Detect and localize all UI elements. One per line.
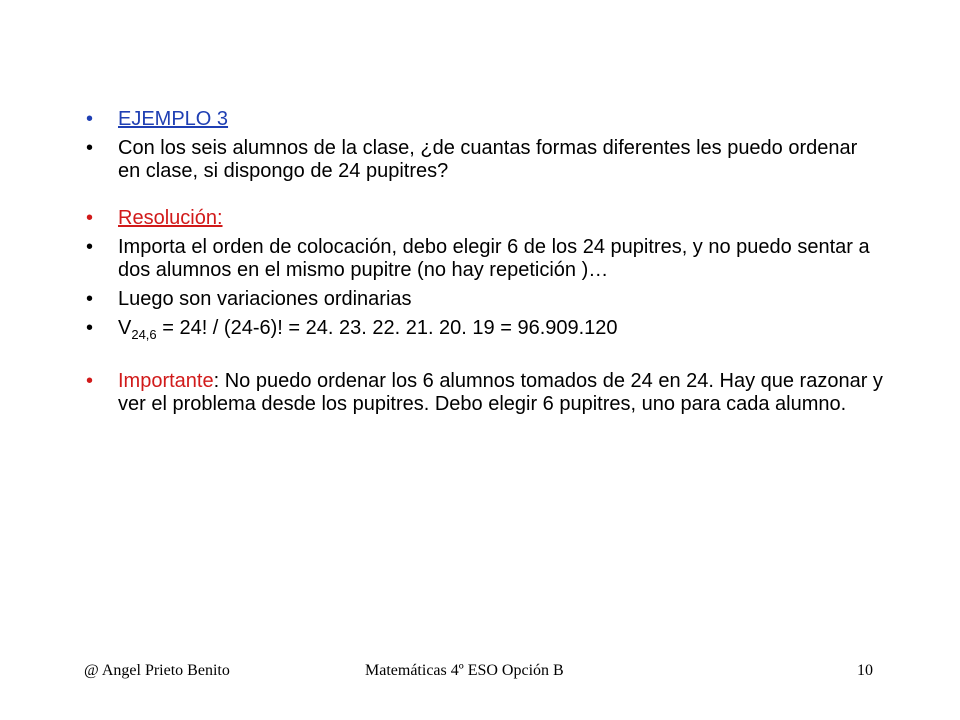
- list-item-resolution-title: [84, 207, 884, 230]
- list-item-important: [84, 370, 884, 416]
- resolution-paragraph-2: Luego son variaciones ordinarias: [118, 288, 412, 310]
- spacer: [84, 346, 884, 370]
- footer-author: @ Angel Prieto Benito: [84, 662, 230, 679]
- resolution-paragraph-1: Importa el orden de colocación, debo elegir 6 de los 24 pupitres, y no puedo sentar a dos alumnos en el mismo pupitre (no hay repetición )…: [118, 236, 870, 281]
- example-question: Con los seis alumnos de la clase, ¿de cuantas formas diferentes les puedo ordenar en clase, si dispongo de 24 pupitres?: [118, 137, 858, 182]
- footer-course: Matemáticas 4º ESO Opción B: [365, 662, 564, 679]
- bullet-icon: •: [86, 207, 94, 229]
- bullet-icon: •: [86, 236, 94, 258]
- formula-subscript: 24,6: [131, 327, 157, 342]
- list-item-example-title: [84, 108, 884, 131]
- list-item-question: [84, 137, 884, 183]
- bullet-icon: •: [86, 137, 94, 159]
- bullet-list: [84, 108, 884, 416]
- bullet-icon: •: [86, 317, 94, 339]
- resolution-title: Resolución:: [118, 207, 223, 229]
- important-text: : No puedo ordenar los 6 alumnos tomados de 24 en 24. Hay que razonar y ver el problema desde los pupitres. Debo elegir 6 pupitres, uno para cada alumno.: [118, 370, 883, 415]
- formula-rest: = 24! / (24-6)! = 24. 23. 22. 21. 20. 19 = 96.909.120: [156, 317, 618, 339]
- list-item-resolution-paragraph-1: [84, 236, 884, 282]
- bullet-icon: •: [86, 288, 94, 310]
- footer-page-number: 10: [857, 662, 873, 679]
- spacer: [84, 183, 884, 207]
- bullet-icon: •: [86, 108, 94, 130]
- example-title: EJEMPLO 3: [118, 108, 229, 130]
- list-item-resolution-paragraph-2: [84, 288, 884, 311]
- important-label: Importante: [118, 370, 214, 392]
- list-item-formula: [84, 317, 884, 346]
- formula-symbol: V: [118, 317, 132, 339]
- bullet-icon: •: [86, 370, 94, 392]
